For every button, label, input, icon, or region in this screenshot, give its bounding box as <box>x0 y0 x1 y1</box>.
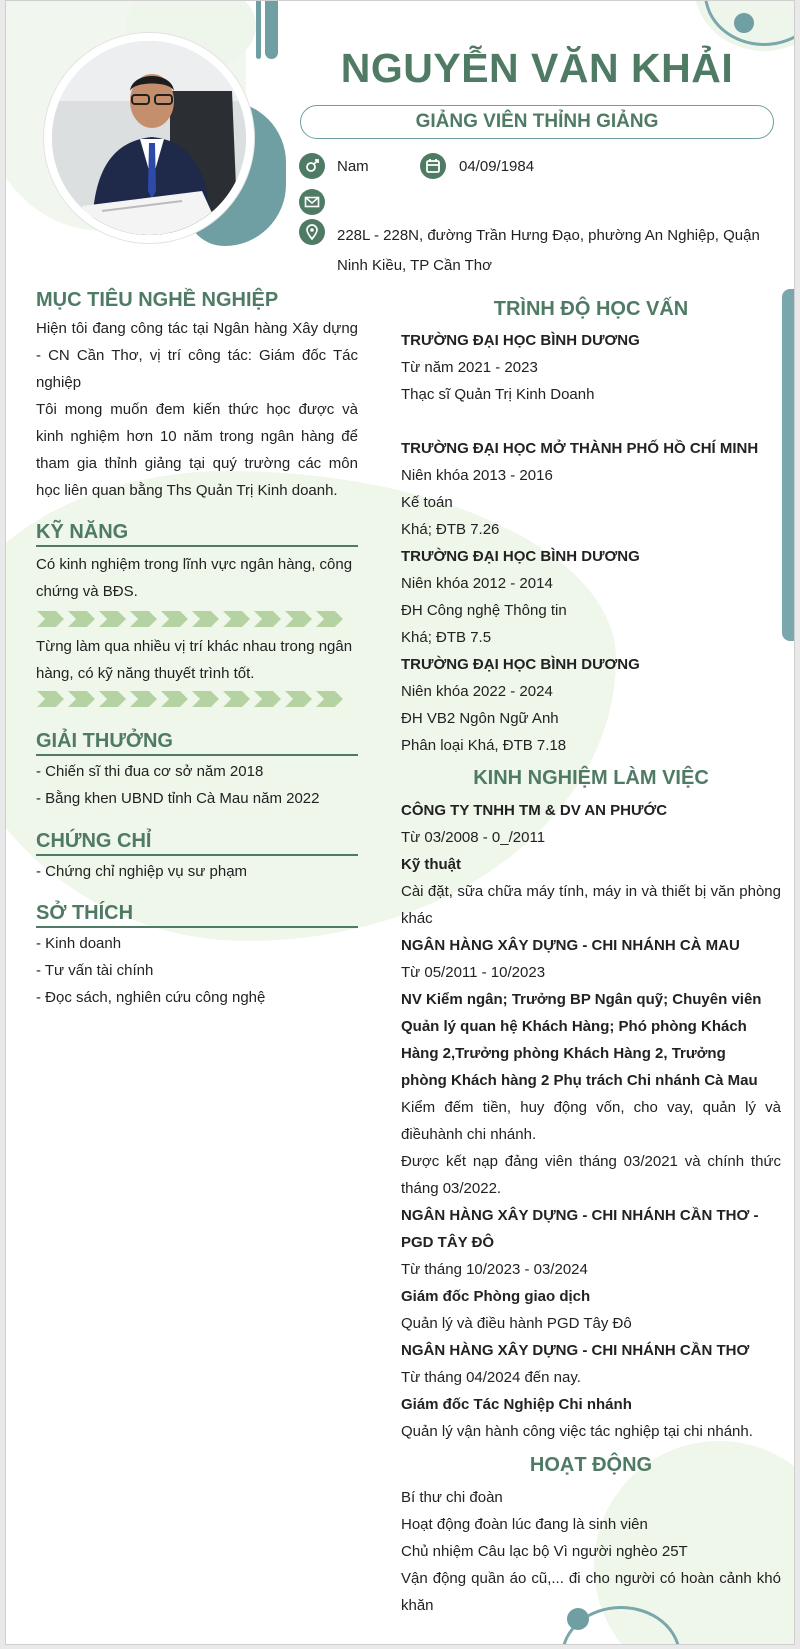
skill-level-bar <box>37 611 347 627</box>
certificate-item: - Chứng chỉ nghiệp vụ sư phạm <box>36 863 248 880</box>
education-degree: ĐH VB2 Ngôn Ngữ Anh <box>401 710 559 727</box>
profile-photo <box>52 41 246 235</box>
gender-icon <box>299 153 325 179</box>
education-school: TRƯỜNG ĐẠI HỌC BÌNH DƯƠNG <box>401 656 640 673</box>
calendar-icon <box>420 153 446 179</box>
education-period: Niên khóa 2012 - 2014 <box>401 575 553 592</box>
job-position: Kỹ thuật <box>401 856 461 873</box>
education-period: Niên khóa 2013 - 2016 <box>401 467 553 484</box>
job-company: NGÂN HÀNG XÂY DỰNG - CHI NHÁNH CẦN THƠ - PGD TÂY ĐÔ <box>401 1207 759 1251</box>
location-icon <box>299 219 325 245</box>
section-title-experience: KINH NGHIỆM LÀM VIỆC <box>473 767 709 789</box>
email-icon <box>299 189 325 215</box>
job-company: NGÂN HÀNG XÂY DỰNG - CHI NHÁNH CẦN THƠ <box>401 1342 750 1359</box>
job-position: Giám đốc Tác Nghiệp Chi nhánh <box>401 1396 632 1413</box>
hobby-item: - Đọc sách, nghiên cứu công nghệ <box>36 989 266 1006</box>
hobby-item: - Tư vấn tài chính <box>36 962 154 979</box>
job-position: Giám đốc Phòng giao dịch <box>401 1288 591 1305</box>
activity-item: Vận động quần áo cũ,... đi cho người có hoàn cảnh khó khăn <box>401 1570 781 1614</box>
section-title-hobbies: SỞ THÍCH <box>36 902 358 928</box>
education-school: TRƯỜNG ĐẠI HỌC BÌNH DƯƠNG <box>401 548 640 565</box>
full-name: NGUYỄN VĂN KHẢI <box>340 45 734 91</box>
decor-side-tab <box>782 289 794 641</box>
job-description: Cài đặt, sữa chữa máy tính, máy in và thiết bị văn phòng khác <box>401 883 781 927</box>
education-school: TRƯỜNG ĐẠI HỌC BÌNH DƯƠNG <box>401 332 640 349</box>
job-company: CÔNG TY TNHH TM & DV AN PHƯỚC <box>401 802 668 819</box>
section-title-awards: GIẢI THƯỞNG <box>36 730 358 756</box>
job-period: Từ tháng 10/2023 - 03/2024 <box>401 1261 588 1278</box>
education-school: TRƯỜNG ĐẠI HỌC MỞ THÀNH PHỐ HỒ CHÍ MINH <box>401 440 759 457</box>
job-position: NV Kiểm ngân; Trưởng BP Ngân quỹ; Chuyên viên Quản lý quan hệ Khách Hàng; Phó phòng Khách Hàng 2,Trưởng phòng Khách Hàng 2, Trưởng phòng Khách hàng 2 Phụ trách Chi nhánh Cà Mau <box>401 991 762 1089</box>
decor-dot <box>734 13 754 33</box>
education-degree: ĐH Công nghệ Thông tin <box>401 602 567 619</box>
education-degree: Kế toán <box>401 494 453 511</box>
job-description: Quản lý và điều hành PGD Tây Đô <box>401 1315 632 1332</box>
award-item: - Bằng khen UBND tỉnh Cà Mau năm 2022 <box>36 790 320 807</box>
education-degree: Thạc sĩ Quản Trị Kinh Doanh <box>401 386 595 403</box>
profile-photo-frame <box>44 33 254 243</box>
award-item: - Chiến sĩ thi đua cơ sở năm 2018 <box>36 763 264 780</box>
job-title-badge: GIẢNG VIÊN THỈNH GIẢNG <box>300 105 774 139</box>
decor-bar <box>256 1 261 59</box>
section-title-activities: HOẠT ĐỘNG <box>529 1454 653 1476</box>
decor-bar <box>265 1 278 59</box>
section-title-certificates: CHỨNG CHỈ <box>36 830 358 856</box>
job-period: Từ 05/2011 - 10/2023 <box>401 964 546 981</box>
job-company: NGÂN HÀNG XÂY DỰNG - CHI NHÁNH CÀ MAU <box>401 937 740 954</box>
objective-paragraph-1: Hiện tôi đang công tác tại Ngân hàng Xây dựng - CN Cần Thơ, vị trí công tác: Giám đốc Tác nghiệp <box>36 320 358 391</box>
hobby-item: - Kinh doanh <box>36 935 122 952</box>
job-description: Quản lý vận hành công việc tác nghiệp tại chi nhánh. <box>401 1423 753 1440</box>
objective-paragraph-2: Tôi mong muốn đem kiến thức học được và kinh nghiệm hơn 10 năm trong ngân hàng để tham gia thỉnh giảng tại quý trường các môn học liên quan bằng Ths Quản Trị Kinh doanh. <box>36 401 358 499</box>
activity-item: Hoạt động đoàn lúc đang là sinh viên <box>401 1516 648 1533</box>
skill-item: Có kinh nghiệm trong lĩnh vực ngân hàng, công chứng và BĐS. <box>36 556 353 600</box>
education-period: Niên khóa 2022 - 2024 <box>401 683 553 700</box>
job-period: Từ 03/2008 - 0_/2011 <box>401 829 546 846</box>
activity-item: Chủ nhiệm Câu lạc bộ Vì người nghèo 25T <box>401 1543 688 1560</box>
education-period: Từ năm 2021 - 2023 <box>401 359 538 376</box>
job-description: Được kết nạp đảng viên tháng 03/2021 và chính thức tháng 03/2022. <box>401 1153 781 1197</box>
cv-page <box>5 0 795 1645</box>
address-value: 228L - 228N, đường Trần Hưng Đạo, phường An Nghiệp, Quận Ninh Kiều, TP Cần Thơ <box>337 227 760 274</box>
education-grade: Phân loại Khá, ĐTB 7.18 <box>401 737 567 754</box>
job-description: Kiểm đếm tiền, huy động vốn, cho vay, quản lý và điềuhành chi nhánh. <box>401 1099 781 1143</box>
gender-value: Nam <box>337 158 369 175</box>
activity-item: Bí thư chi đoàn <box>401 1489 503 1506</box>
education-grade: Khá; ĐTB 7.5 <box>401 629 492 646</box>
skill-level-bar <box>37 691 347 707</box>
education-grade: Khá; ĐTB 7.26 <box>401 521 500 538</box>
dob-value: 04/09/1984 <box>459 158 535 175</box>
job-period: Từ tháng 04/2024 đến nay. <box>401 1369 581 1386</box>
section-title-skills: KỸ NĂNG <box>36 521 358 547</box>
section-title-objective: MỤC TIÊU NGHỀ NGHIỆP <box>36 289 279 311</box>
section-title-education: TRÌNH ĐỘ HỌC VẤN <box>493 298 689 320</box>
skill-item: Từng làm qua nhiều vị trí khác nhau trong ngân hàng, có kỹ năng thuyết trình tốt. <box>36 638 353 682</box>
